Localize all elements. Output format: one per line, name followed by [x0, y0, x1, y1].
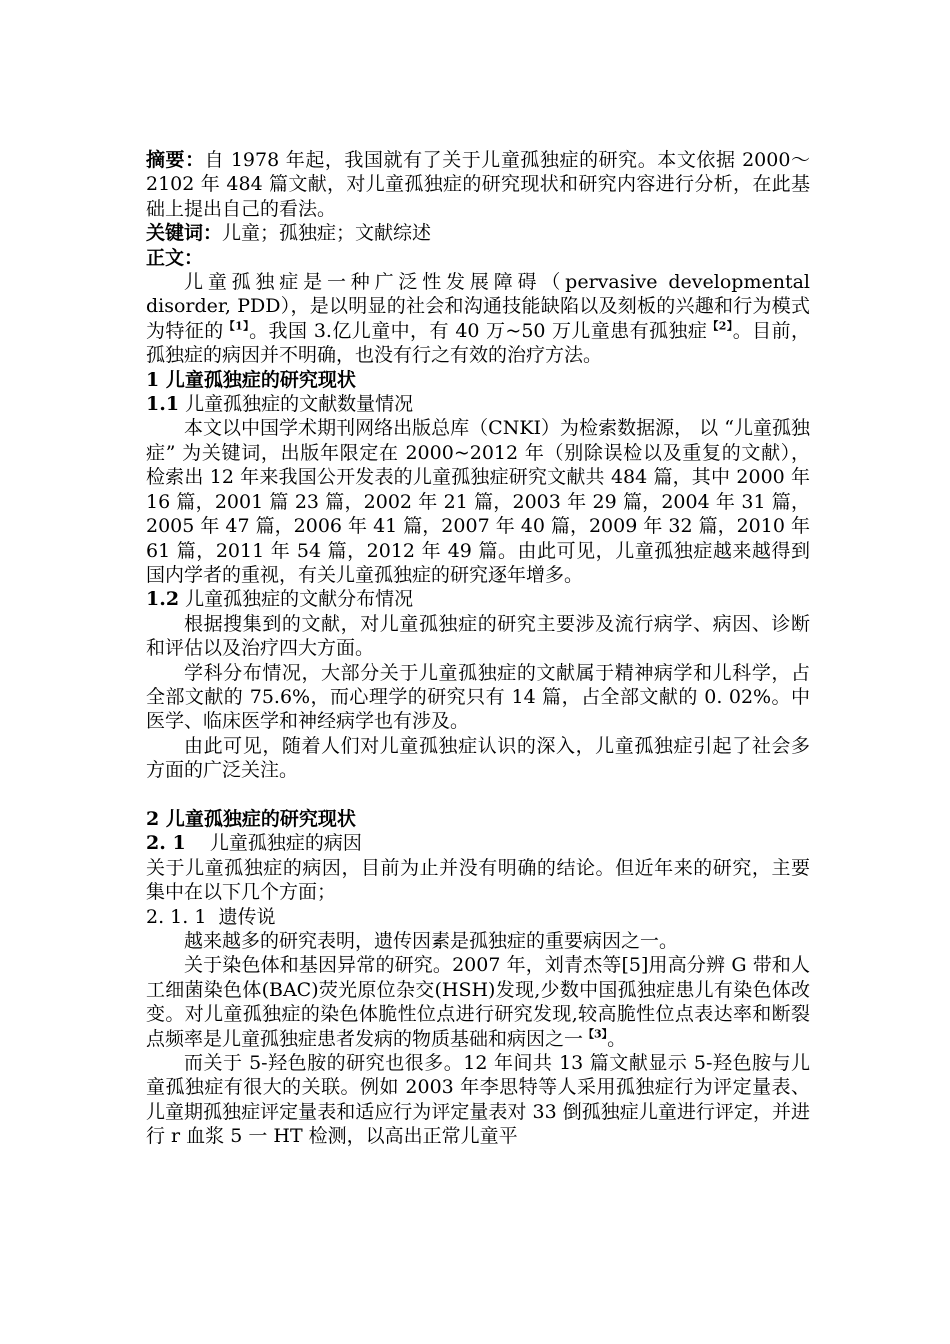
citation-2: 【2】	[707, 319, 733, 333]
section-1-2-number: 1.2	[146, 588, 180, 611]
abstract-label: 摘要：	[146, 149, 205, 171]
abstract-text: 自 1978 年起，我国就有了关于儿童孤独症的研究。本文依据 2000～2102 年 484 篇文献，对儿童孤独症的研究现状和研究内容进行分析，在此基础上提出自己的看法。	[146, 149, 810, 220]
section-2-1-1-paragraph-3: 而关于 5-羟色胺的研究也很多。12 年间共 13 篇文献显示 5-羟色胺与儿童孤独症有很大的关联。例如 2003 年李思特等人采用孤独症行为评定量表、儿童期孤独症评定量表和适应行为评定量表对 33 倒孤独症儿童进行评定，并进行 r 血浆 5 一 HT 检测，以高出正常儿童平	[146, 1052, 810, 1148]
section-1-1-number: 1.1	[146, 393, 180, 416]
abstract	[146, 148, 810, 221]
section-2-1-paragraph: 关于儿童孤独症的病因，目前为止并没有明确的结论。但近年来的研究，主要集中在以下几个方面；	[146, 856, 810, 904]
section-1-1-title: 儿童孤独症的文献数量情况	[179, 393, 414, 416]
section-2-1-1-paragraph-2	[146, 953, 810, 1051]
blank-line	[146, 783, 810, 807]
keywords-text: 儿童；孤独症；文献综述	[222, 222, 432, 245]
section-2-heading: 2 儿童孤独症的研究现状	[146, 807, 356, 830]
section-1-2-paragraph-2: 学科分布情况，大部分关于儿童孤独症的文献属于精神病学和儿科学，占全部文献的 75.6%，而心理学的研究只有 14 篇，占全部文献的 0. 02%。中医学、临床医学和神经病学也有涉及。	[146, 661, 810, 733]
section-2-1-heading	[146, 831, 810, 855]
intro-text-b: 。我国 3.亿儿童中，有 40 万~50 万儿童患有孤独症	[249, 319, 708, 342]
section-2-1-1-text-a: 关于染色体和基因异常的研究。2007 年，刘青杰等[5]用高分辨 G 带和人工细菌染色体(BAC)荧光原位杂交(HSH)发现,少数中国孤独症患儿有染色体改变。对儿童孤独症的染色体脆性位点进行研究发现,较高脆性位点表达率和断裂点频率是儿童孤独症患者发病的物质基础和病因之一	[146, 954, 810, 1050]
section-1-2-paragraph-3: 由此可见，随着人们对儿童孤独症认识的深入，儿童孤独症引起了社会多方面的广泛关注。	[146, 734, 810, 782]
document-page	[146, 148, 810, 1149]
section-1-2-heading	[146, 587, 810, 611]
section-2-1-1-heading: 2. 1. 1 遗传说	[146, 905, 276, 928]
section-1-2-paragraph-1: 根据搜集到的文献，对儿童孤独症的研究主要涉及流行病学、病因、诊断和评估以及治疗四大方面。	[146, 612, 810, 660]
citation-3: 【3】	[583, 1027, 608, 1041]
section-2-1-1-text-b: 。	[607, 1027, 627, 1050]
section-2-1-title: 儿童孤独症的病因	[185, 832, 362, 855]
section-2-1-number: 2. 1	[146, 832, 186, 855]
intro-text-c: 。目前，孤独症的病因并不明确，也没有行之有效的治疗方法。	[146, 319, 811, 367]
intro-paragraph	[146, 270, 810, 368]
section-1-1-paragraph: 本文以中国学术期刊网络出版总库（CNKI）为检索数据源， 以 “儿童孤独症” 为关键词，出版年限定在 2000~2012 年（别除误检以及重复的文献）， 检索出 12 年来我国公开发表的儿童孤独症研究文献共 484 篇，其中 2000 年 16 篇，2001 篇 23 篇，2002 年 21 篇，2003 年 29 篇，2004 年 31 篇，2005 年 47 篇，2006 年 41 篇，2007 年 40 篇，2009 年 32 篇，2010 年 61 篇，2011 年 54 篇，2012 年 49 篇。由此可见，儿童孤独症越来越得到国内学者的重视，有关儿童孤独症的研究逐年增多。	[146, 417, 810, 586]
intro-text-a: 儿童孤独症是一种广泛性发展障碍（pervasive developmental disorder, PDD），是以明显的社会和沟通技能缺陷以及刻板的兴趣和行为模式为特征的	[146, 271, 810, 342]
citation-1: 【1】	[223, 319, 250, 333]
keywords-label: 关键词：	[146, 222, 223, 245]
section-1-1-heading	[146, 392, 810, 416]
section-2-1-1-paragraph-1: 越来越多的研究表明，遗传因素是孤独症的重要病因之一。	[184, 929, 679, 952]
section-1-2-title: 儿童孤独症的文献分布情况	[179, 588, 414, 611]
keywords	[146, 221, 810, 245]
body-label: 正文：	[146, 246, 204, 269]
section-1-heading: 1 儿童孤独症的研究现状	[146, 368, 356, 391]
